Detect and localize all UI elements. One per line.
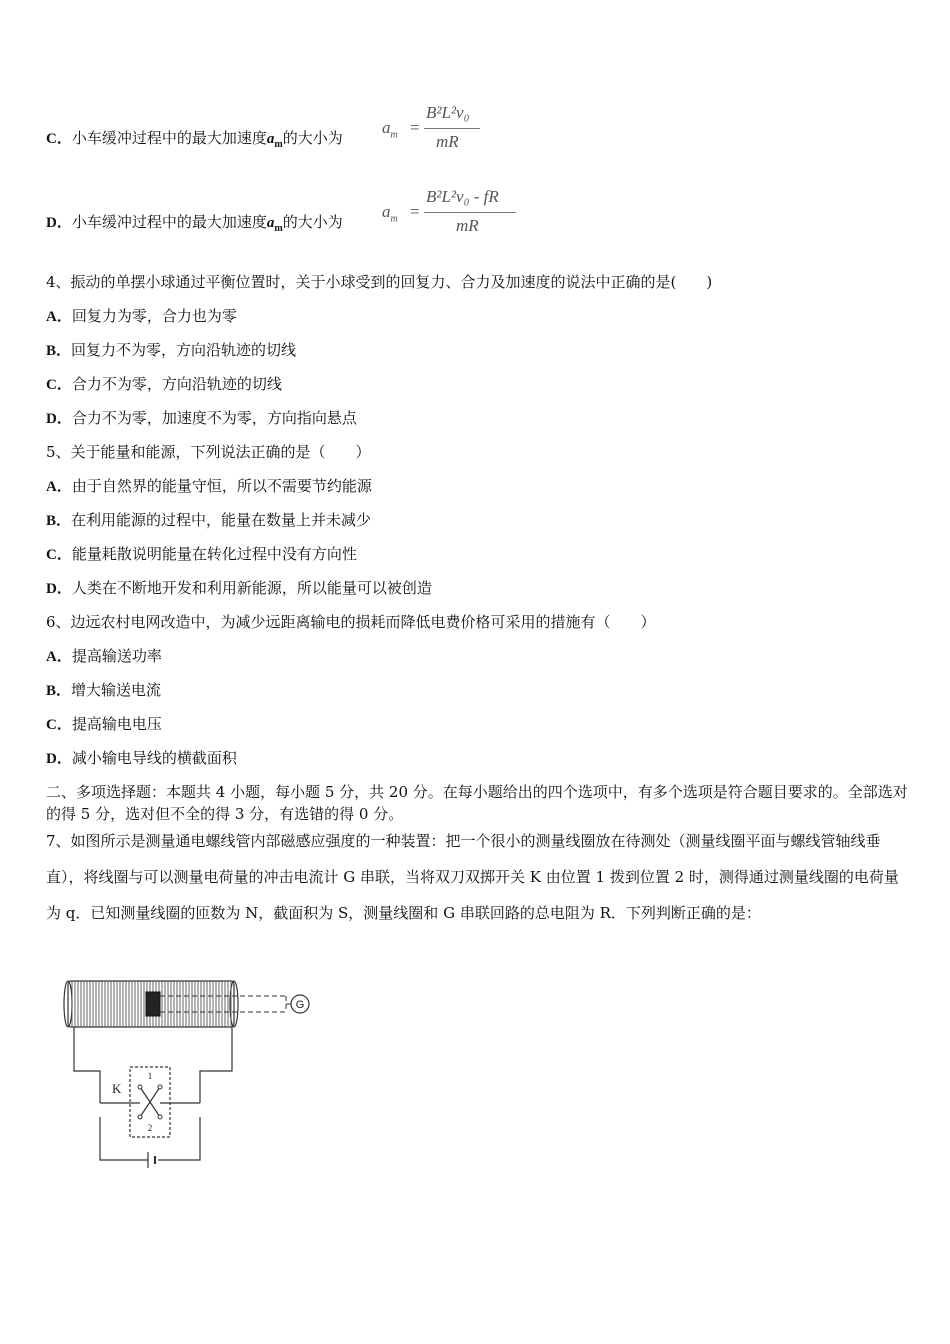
q5-option-a: A．由于自然界的能量守恒，所以不需要节约能源 [46,477,372,495]
switch-label: K [112,1081,122,1096]
q6-option-a: A．提高输送功率 [46,647,162,665]
q3-option-c-formula: $a_m$ = B²L²v₀ mR [382,100,492,160]
q3-option-c: C．小车缓冲过程中的最大加速度$a_m$的大小为 [46,129,343,150]
q6-option-d: D．减小输电导线的横截面积 [46,749,237,767]
section-2-heading: 二、多项选择题：本题共 4 小题，每小题 5 分，共 20 分。在每小题给出的四个选项中，有多个选项是符合题目要求的。全部选对的得 5 分，选对但不全的得 3 分，有选错的得 0 分。 [46,783,908,823]
q5-option-d: D．人类在不断地开发和利用新能源，所以能量可以被创造 [46,579,432,597]
galvanometer-label: G [295,999,305,1011]
measuring-coil [146,992,160,1016]
q4-option-c: C．合力不为零，方向沿轨迹的切线 [46,375,282,393]
q3-option-d: D．小车缓冲过程中的最大加速度$a_m$的大小为 [46,213,343,234]
q5-option-c: C．能量耗散说明能量在转化过程中没有方向性 [46,545,357,563]
solenoid-circuit-figure [60,975,320,1170]
q4-option-b: B．回复力不为零，方向沿轨迹的切线 [46,341,297,359]
q6-stem: 6、边远农村电网改造中，为减少远距离输电的损耗而降低电费价格可采用的措施有（ ） [46,613,656,631]
q6-option-b: B．增大输送电流 [46,681,162,699]
q7-stem: 7、如图所示是测量通电螺线管内部磁感应强度的一种装置：把一个很小的测量线圈放在待测处（测量线圈平面与螺线管轴线垂直），将线圈与可以测量电荷量的冲击电流计 G 串联，当将双刀双掷开关 K 由位置 1 拨到位置 2 时，测得通过测量线圈的电荷量为 q．已知测量线圈的匝数为 N，截面积为 S，测量线圈和 G 串联回路的总电阻为 R．下列判断正确的是： [46,832,899,922]
q5-option-b: B．在利用能源的过程中，能量在数量上并未减少 [46,511,372,529]
q5-stem: 5、关于能量和能源，下列说法正确的是（ ） [46,443,371,461]
q3-option-d-formula: $a_m$ = B²L²v₀ - fR mR [382,184,532,244]
q4-stem: 4、振动的单摆小球通过平衡位置时，关于小球受到的回复力、合力及加速度的说法中正确的是( ) [46,273,713,291]
q4-option-a: A．回复力为零，合力也为零 [46,307,237,325]
q6-option-c: C．提高输电电压 [46,715,162,733]
switch-position-2: 2 [147,1123,153,1133]
switch-position-1: 1 [147,1071,153,1081]
q4-option-d: D．合力不为零，加速度不为零，方向指向悬点 [46,409,357,427]
